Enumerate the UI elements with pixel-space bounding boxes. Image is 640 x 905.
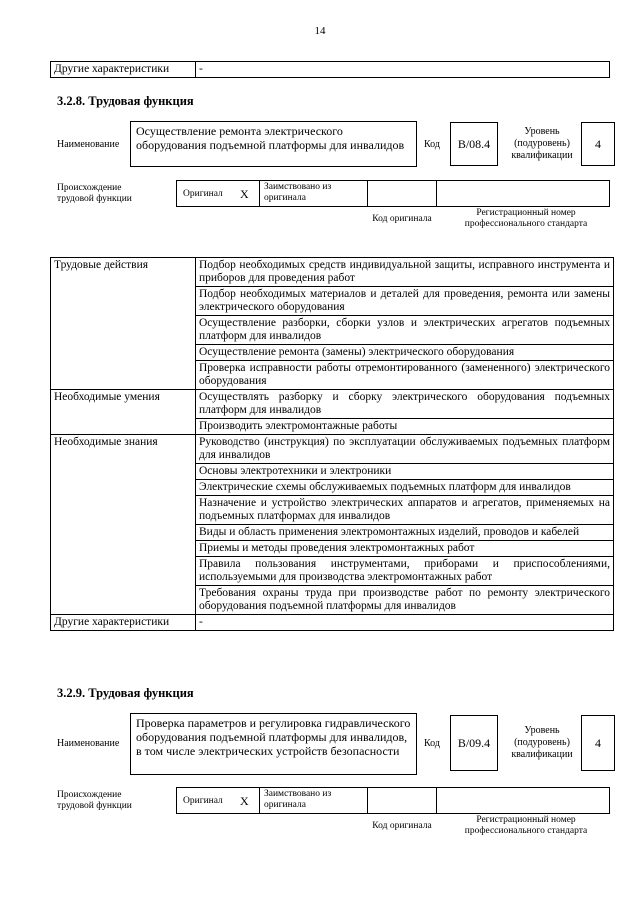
tf1-origin-divider-3 — [436, 181, 437, 206]
tf1-code-original-label: Код оригинала — [372, 213, 432, 224]
skills-label: Необходимые умения — [51, 390, 196, 435]
knowledge-item: Основы электротехники и электроники — [196, 464, 614, 480]
tf1-origin-box — [176, 180, 610, 207]
tf1-original-label: Оригинал — [183, 189, 223, 199]
actions-label: Трудовые действия — [51, 258, 196, 390]
tf2-origin-divider-1 — [259, 788, 260, 813]
tf1-original-mark: X — [240, 187, 249, 201]
tf2-original-label: Оригинал — [183, 796, 223, 806]
tf1-name-label: Наименование — [57, 139, 120, 150]
top-other-label: Другие характеристики — [51, 62, 196, 78]
action-item: Подбор необходимых средств индивидуальной защиты, исправного инструмента и приборов для проведения работ — [196, 258, 614, 287]
tf1-code-label: Код — [424, 139, 440, 150]
knowledge-label: Необходимые знания — [51, 435, 196, 615]
tf2-code-label: Код — [424, 738, 440, 749]
page-number: 14 — [314, 25, 326, 37]
tf2-level-label: Уровень (подуровень) квалификации — [511, 725, 573, 760]
other-label: Другие характеристики — [51, 615, 196, 631]
skill-item: Производить электромонтажные работы — [196, 419, 614, 435]
competency-table — [50, 257, 614, 631]
knowledge-item: Электрические схемы обслуживаемых подъемных платформ для инвалидов — [196, 480, 614, 496]
knowledge-item: Правила пользования инструментами, приборами и приспособлениями, используемыми для производства электромонтажных работ — [196, 557, 614, 586]
action-item: Осуществление ремонта (замены) электрического оборудования — [196, 345, 614, 361]
tf2-origin-divider-3 — [436, 788, 437, 813]
tf1-origin-divider-2 — [367, 181, 368, 206]
tf2-code-original-label: Код оригинала — [372, 820, 432, 831]
tf1-level-value: 4 — [581, 122, 615, 166]
tf2-name-label: Наименование — [57, 738, 120, 749]
tf2-level-value: 4 — [581, 715, 615, 771]
top-other-table — [50, 61, 610, 78]
tf2-origin-divider-2 — [367, 788, 368, 813]
tf2-origin-label: Происхождение трудовой функции — [57, 790, 132, 811]
other-value: - — [196, 615, 614, 631]
tf1-origin-label: Происхождение трудовой функции — [57, 183, 132, 204]
tf2-name-box: Проверка параметров и регулировка гидравлического оборудования подъемной платформы для инвалидов, в том числе электрических устройств безопасности — [130, 713, 417, 775]
knowledge-item: Приемы и методы проведения электромонтажных работ — [196, 541, 614, 557]
knowledge-item: Руководство (инструкция) по эксплуатации обслуживаемых подъемных платформ для инвалидов — [196, 435, 614, 464]
tf1-level-label: Уровень (подуровень) квалификации — [511, 126, 573, 161]
action-item: Подбор необходимых материалов и деталей для проведения, ремонта или замены электрического оборудования — [196, 287, 614, 316]
knowledge-item: Виды и область применения электромонтажных изделий, проводов и кабелей — [196, 525, 614, 541]
action-item: Проверка исправности работы отремонтированного (замененного) электрического оборудования — [196, 361, 614, 390]
top-other-value: - — [196, 62, 610, 78]
tf2-code-value: В/09.4 — [450, 715, 498, 771]
tf2-heading: 3.2.9. Трудовая функция — [57, 686, 194, 700]
tf1-heading: 3.2.8. Трудовая функция — [57, 94, 194, 108]
tf2-reg-number-label: Регистрационный номер профессионального стандарта — [464, 815, 588, 836]
tf1-name-box: Осуществление ремонта электрического оборудования подъемной платформы для инвалидов — [130, 121, 417, 167]
tf1-code-value: В/08.4 — [450, 122, 498, 166]
tf1-reg-number-label: Регистрационный номер профессионального стандарта — [464, 208, 588, 229]
tf1-origin-divider-1 — [259, 181, 260, 206]
tf1-borrowed-label: Заимствовано из оригинала — [264, 182, 332, 203]
knowledge-item: Требования охраны труда при производстве работ по ремонту электрического оборудования подъемной платформы для инвалидов — [196, 586, 614, 615]
action-item: Осуществление разборки, сборки узлов и электрических агрегатов подъемных платформ для инвалидов — [196, 316, 614, 345]
knowledge-item: Назначение и устройство электрических аппаратов и агрегатов, применяемых на подъемных платформах для инвалидов — [196, 496, 614, 525]
tf2-original-mark: X — [240, 794, 249, 808]
tf2-borrowed-label: Заимствовано из оригинала — [264, 789, 332, 810]
tf2-origin-box — [176, 787, 610, 814]
skill-item: Осуществлять разборку и сборку электрического оборудования подъемных платформ для инвалидов — [196, 390, 614, 419]
